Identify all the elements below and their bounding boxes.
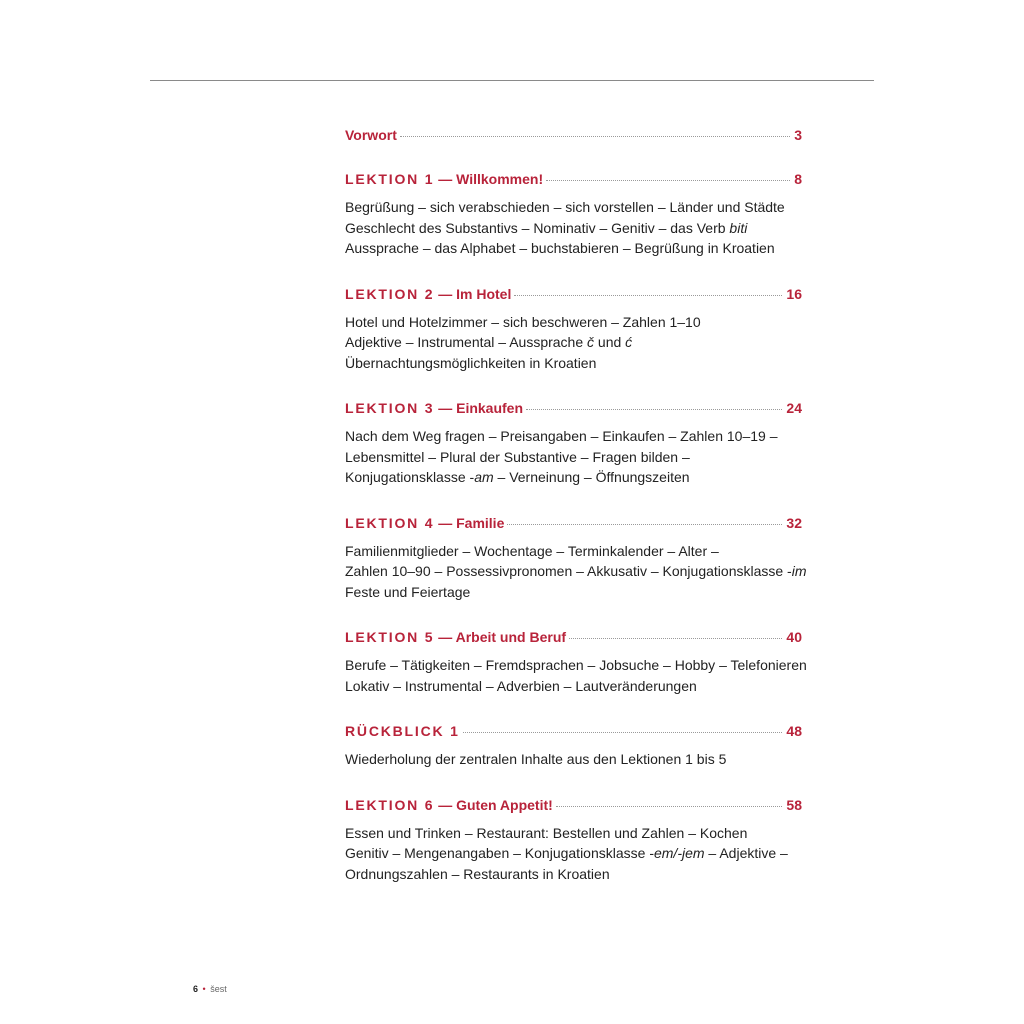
toc-entry-heading <box>345 170 802 188</box>
description-text: Berufe – Tätigkeiten – Fremdsprachen – Jobsuche – Hobby – Telefonieren <box>345 657 807 673</box>
description-line <box>345 312 802 333</box>
description-line <box>345 561 807 582</box>
description-line <box>345 582 802 603</box>
dotted-leader <box>556 806 783 807</box>
toc-entry <box>345 628 807 696</box>
description-text: und <box>594 334 626 350</box>
toc-entry-title <box>345 722 460 740</box>
toc-entry-description <box>345 823 802 885</box>
description-text: Hotel und Hotelzimmer – sich beschweren – Zahlen 1–10 <box>345 313 701 330</box>
toc-entry-heading <box>345 126 802 144</box>
toc-entry <box>345 399 802 488</box>
description-line <box>345 197 802 218</box>
description-line <box>345 864 802 885</box>
toc-entry <box>345 796 802 885</box>
toc-entry-title-text: — Willkommen! <box>434 171 544 187</box>
toc-entry-description <box>345 655 807 696</box>
toc-entry-page-number: 48 <box>786 723 802 739</box>
description-line <box>345 541 802 562</box>
toc-entry-page-number: 32 <box>786 514 802 531</box>
toc-entry-title <box>345 796 553 814</box>
description-text: Adjektive – Instrumental – Aussprache <box>345 334 588 350</box>
toc-entry-label: LEKTION 2 <box>345 285 435 302</box>
footer-page-number: 6 <box>193 984 199 994</box>
description-term-italic: am <box>474 469 494 485</box>
toc-entry-description <box>345 541 807 603</box>
toc-entry-heading <box>345 514 802 532</box>
toc-entry-description <box>345 426 802 488</box>
description-text: Ordnungszahlen – Restaurants in Kroatien <box>345 865 610 882</box>
description-line <box>345 467 802 488</box>
description-text: Konjugationsklasse - <box>345 469 475 485</box>
table-of-contents <box>345 126 807 884</box>
toc-entry-heading <box>345 628 802 646</box>
description-text: Lebensmittel – Plural der Substantive – Fragen bilden – <box>345 448 690 465</box>
toc-entry-page-number: 40 <box>786 629 802 645</box>
description-text: Begrüßung – sich verabschieden – sich vorstellen – Länder und Städte <box>345 199 785 215</box>
toc-entry-label: LEKTION 4 <box>345 514 435 531</box>
description-text: Wiederholung der zentralen Inhalte aus den Lektionen 1 bis 5 <box>345 751 727 767</box>
toc-entry-page-number: 24 <box>786 400 802 416</box>
toc-entry-title <box>345 126 397 144</box>
toc-entry <box>345 126 802 144</box>
description-line <box>345 353 802 374</box>
toc-entry-heading <box>345 722 802 740</box>
description-text: Aussprache – das Alphabet – buchstabieren – Begrüßung in Kroatien <box>345 240 775 256</box>
description-text: Zahlen 10–90 – Possessivpronomen – Akkusativ – Konjugationsklasse - <box>345 563 792 579</box>
description-text: Feste und Feiertage <box>345 583 471 600</box>
toc-entry <box>345 722 802 770</box>
dotted-leader <box>400 136 790 137</box>
toc-entry-title-text: Vorwort <box>345 127 397 143</box>
toc-entry-title <box>345 399 523 417</box>
dotted-leader <box>526 409 782 410</box>
toc-entry-description <box>345 197 802 259</box>
page-footer <box>193 984 227 994</box>
description-text: Nach dem Weg fragen – Preisangaben – Einkaufen – Zahlen 10–19 – <box>345 428 778 444</box>
dotted-leader <box>514 295 782 296</box>
toc-entry-page-number: 16 <box>786 285 802 302</box>
description-term-italic: č <box>587 334 595 350</box>
description-line <box>345 238 802 259</box>
description-text: – Adjektive – <box>704 845 788 861</box>
toc-entry <box>345 170 802 259</box>
dotted-leader <box>507 524 782 525</box>
top-rule <box>150 80 874 81</box>
description-line <box>345 823 802 844</box>
toc-entry-title <box>345 170 543 188</box>
dotted-leader <box>546 180 790 181</box>
toc-entry-title <box>345 514 504 532</box>
description-text: Geschlecht des Substantivs – Nominativ – Genitiv – das Verb <box>345 219 730 236</box>
description-text: Übernachtungsmöglichkeiten in Kroatien <box>345 354 597 371</box>
dotted-leader <box>463 732 783 733</box>
description-line <box>345 447 802 468</box>
toc-entry-label: RÜCKBLICK 1 <box>345 723 460 739</box>
description-text: Essen und Trinken – Restaurant: Bestellen und Zahlen – Kochen <box>345 824 748 841</box>
toc-entry <box>345 285 802 374</box>
description-text: Genitiv – Mengenangaben – Konjugationsklasse - <box>345 845 654 861</box>
dotted-leader <box>569 638 782 639</box>
toc-entry-heading <box>345 399 802 417</box>
toc-entry-title-text: — Familie <box>434 514 505 531</box>
toc-entry-page-number: 8 <box>794 171 802 187</box>
toc-entry-description <box>345 312 802 374</box>
description-line <box>345 426 802 447</box>
toc-entry-title <box>345 285 511 303</box>
toc-entry-description <box>345 749 802 770</box>
description-line <box>345 655 807 676</box>
toc-entry-heading <box>345 285 802 303</box>
toc-entry-title-text: — Guten Appetit! <box>434 796 553 813</box>
toc-entry <box>345 514 807 603</box>
footer-section-name: šest <box>210 984 227 994</box>
toc-entry-label: LEKTION 6 <box>345 796 435 813</box>
description-line <box>345 218 802 239</box>
description-term-italic: im <box>791 563 807 579</box>
description-term-italic: em/-jem <box>653 845 705 861</box>
toc-entry-page-number: 58 <box>786 796 802 813</box>
toc-entry-page-number: 3 <box>794 127 802 143</box>
description-line <box>345 749 802 770</box>
description-term-italic: ć <box>625 334 633 350</box>
description-term-italic: biti <box>729 219 748 236</box>
description-line <box>345 843 802 864</box>
description-text: – Verneinung – Öffnungszeiten <box>493 469 690 485</box>
toc-entry-title <box>345 628 566 646</box>
footer-separator: • <box>202 984 206 994</box>
toc-entry-label: LEKTION 3 <box>345 400 435 416</box>
toc-entry-title-text: — Im Hotel <box>434 285 512 302</box>
toc-entry-label: LEKTION 1 <box>345 171 435 187</box>
description-line <box>345 676 802 697</box>
toc-entry-label: LEKTION 5 <box>345 629 435 645</box>
description-line <box>345 332 802 353</box>
toc-entry-title-text: — Arbeit und Beruf <box>434 629 567 645</box>
toc-entry-title-text: — Einkaufen <box>434 400 524 416</box>
description-text: Lokativ – Instrumental – Adverbien – Lautveränderungen <box>345 677 697 694</box>
description-text: Familienmitglieder – Wochentage – Terminkalender – Alter – <box>345 542 719 559</box>
toc-entry-heading <box>345 796 802 814</box>
